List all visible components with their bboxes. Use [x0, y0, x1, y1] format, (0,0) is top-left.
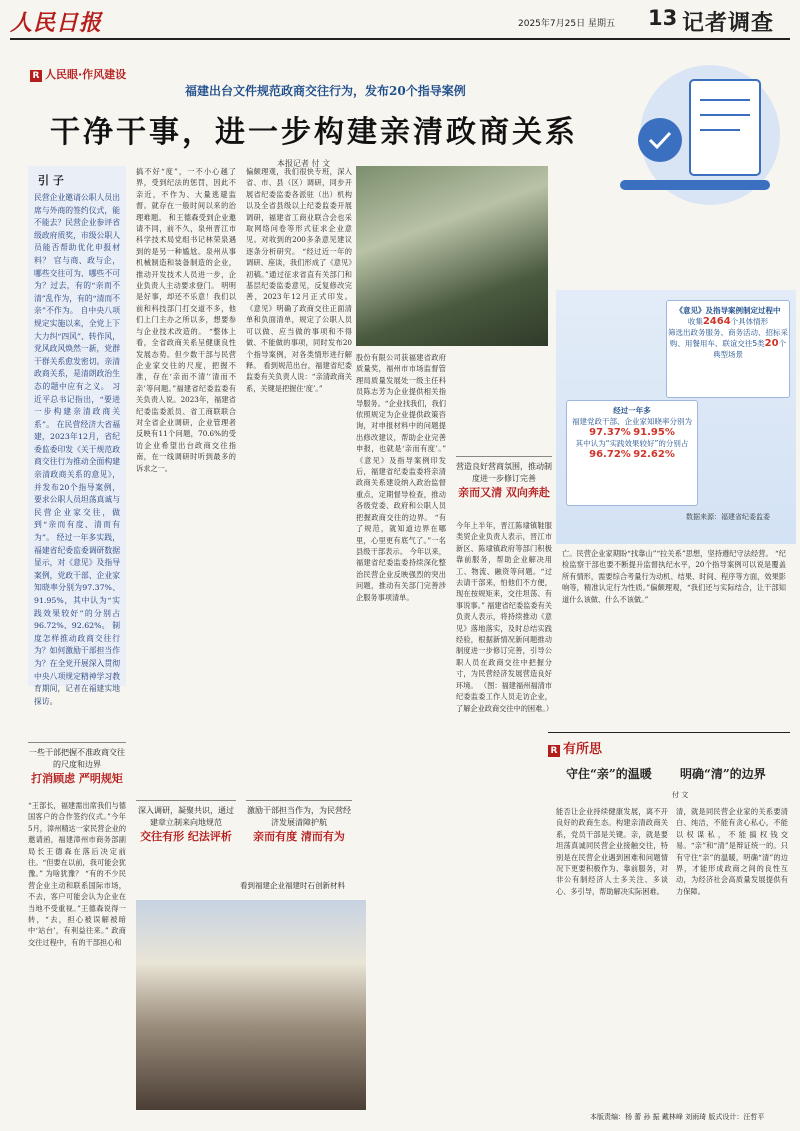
- issue-date: 2025年7月25日 星期五: [518, 19, 615, 29]
- column-tag-label: 人民眼·作风建设: [45, 68, 127, 81]
- infographic: [556, 290, 796, 544]
- editorial-rule: [548, 732, 790, 733]
- column-4-text: 偏颇理观，我们很快专班，深入省、市、县（区）调研，同步开展省纪委监委各派驻（出）机构以及全省县级以上纪委监委开展调研，福建省工商业联合会也采取网络问卷等形式征求企业意见。对收到的200多条意见建议逐条分析研究。 “经过近一年的调研、座谈，我们形成了《意见》初稿。”通过征求省直有关部门和基层纪委监委意见，反复修改完善，2023年12月正式印发。 《意见》明确了政商交往正面清单和负面清单，规定了公职人员可以做、应当做的事项和不得做、不能做的事项，同时发布20个指导案例，对各类情形进行解释。 看到规范出台，福建省纪委监委有关负责人说：“亲清政商关系，关键是把握住‘度’。”: [246, 167, 352, 393]
- sidebar-title: 引 子: [38, 174, 64, 187]
- column-3-text: 搞不好“度”，一不小心越了界，受到纪法的惩罚，因此不亲近，不作为、大量逃避监督。就存在一般时间以来的治理难题。 和王德森受到企业邀请不同，前不久，泉州晋江市科学技术局党组书记林荣泉遇到的是另一种尴尬。泉州从事机械制造和装备制造的企业，推动开发技术人员进一步，企业负责人主动要求登门。 明明是好事，却还不乐意！我们以前和科技部门打交道不多，他们上门主办之所以多，想要参与企业技术改造的。 “整体上看，全省政商关系呈健康良性发展态势。但少数干部与民营企业家交往的尺度，把握不准，存在‘亲而不清’‘清而不亲’等问题。”福建省纪委监委有关负责人说。2023年，福建省纪委监委派员、省工商联联合对全省企业调研，企业管理者反映有11个问题，70.6%的受访企业希望出台政商交往指南，在一线调研时听到最多的诉求之一。: [136, 167, 236, 473]
- illustration-graphic: [600, 50, 790, 220]
- photo-caption: 看到福建企业福建时石创新材料: [240, 881, 345, 890]
- info-line-3-nums: 97.37% 91.95%: [589, 427, 675, 438]
- editorial-title-right: 明确“清”的边界: [680, 767, 766, 781]
- editorial-text-right: 清，就是同民营企业家的关系要清白、纯洁，不能有贪心私心，不能以权谋私，不能搞权钱交易。“亲”和“清”是辩证统一的。只有守住“亲”的温暖，明确“清”的边界，才能形成政商之间的良性互动，为经济社会高质量发展提供有力保障。: [676, 807, 788, 896]
- section-title: 记者调查: [682, 11, 775, 36]
- intro-sidebar: [28, 166, 126, 706]
- column-tag: [30, 66, 126, 82]
- column-5-text: 股份有限公司获福建省政府质量奖，福州市市场监督管理局质量发展处一级主任科员陈志芳为企业提供相关指导服务。“企业找我们，我们依照规定为企业提供政策咨询，对申报材料中的问题提出修改建议，帮助企业完善申报，也就是‘亲而有度’。” 《意见》及指导案例印发后，福建省纪委监委将亲清政商关系建设纳入政治监督重点，定期督导检查，推动各级党委、政府和公职人员把握政商交往的边界。 “有了规范，就知道边界在哪里，心里更有底气了。”一名县级干部表示。 今年以来，福建省纪委监委持续深化整治民营企业反映强烈的突出问题，推动有关部门完善涉企服务事项清单。: [356, 353, 446, 602]
- masthead-rule: [10, 38, 790, 40]
- column-2-text: “王部长，福建需出席我们与德国客户的合作签约仪式。”今年5月，漳州精达一家民营企业的邀请函，福建漳州市商务部副局长王德森在落后决定前往。“但要在以前，我可能会犹豫。” 为啥犹豫？ “有的不少民营企业主动和联系国际市场，不去，客户可能会认为企业在当地不受重视。”王德森说得一转，“去，担心被误解被暗中‘站台’，有利益往来。” 政商交往过程中，有的干部担心和: [28, 801, 127, 947]
- subhead-1-top: 一些干部把握不准政商交往的尺度和边界: [29, 748, 125, 769]
- column-6-text: 今年上半年，晋江陈埭镇鞋服类贸企业负责人表示，晋江市新区、陈埭镇政府等部门积极靠前服务，帮助企业解决用工、物流、融资等问题。“过去请干部来，怕他们不方便，现在按规矩来，交往坦荡、有事说事。” 福建省纪委监委有关负责人表示，将持续推动《意见》落地落实，及时总结实践经验，根据新情况新问题推动制度进一步修订完善，引导公职人员在政商交往中把握分寸，为民营经济发展营造良好环境。 （图：福建福州福清市纪委监委工作人员走访企业，了解企业政商交往中的困难。）: [456, 521, 554, 713]
- subhead-1: [28, 742, 126, 785]
- article-byline: 本报记者 付 文: [277, 159, 331, 168]
- subhead-4: [456, 456, 552, 499]
- info-source: 数据来源：福建省纪委监委: [686, 513, 770, 521]
- editorial-tag-box: R: [548, 745, 560, 757]
- subhead-4-top: 营造良好营商氛围，推动制度进一步修订完善: [456, 462, 552, 483]
- subhead-3: [246, 800, 352, 843]
- page-number: 13: [648, 6, 678, 30]
- info-panel-1: [666, 300, 790, 398]
- info-panel-2: [566, 400, 698, 506]
- info-line-4: 其中认为“实践效果较好”的分别占: [575, 439, 689, 448]
- column-7-text: 亡。民营企业家期盼“找靠山”“拉关系”思想，坚持遵纪守法经营。 “纪检监察干部也要不断提升监督执纪水平，20个指导案例可以说是覆盖所有情形，需要综合考量行为动机、结果、时间、程序等方面，效果影响等，精准认定行为性质。”偏颇理观，“我们还与实际结合，让干部知道什么该做、什么不该做。”: [562, 549, 786, 604]
- editorial-tag: [548, 738, 602, 757]
- info-title-1: 《意见》及指导案例制定过程中: [675, 306, 781, 315]
- article-kicker: 福建出台文件规范政商交往行为，发布20个指导案例: [185, 84, 466, 98]
- info-line-1: 收集2464个具体情形: [687, 316, 769, 327]
- sidebar-text: 民营企业邀请公职人员出席与外商的签约仪式，能不能去？民营企业参评省级政府质奖，市级公职人员能否帮助优化申报材料？ 官与商、政与企，哪些交往可为、哪些不可为？过去，有的“亲而不清”乱作为，有的“清而不亲”不作为。 自中央八项规定实施以来，全党上下大力纠“四风”、转作风，党风政风焕然一新，党群干群关系愈发密切。亲清政商关系，是清朗政治生态的题中应有之义。 习近平总书记指出，“要进一步构建亲清政商关系”。 在民营经济大省福建，2023年12月，省纪委监委印发《关于规范政商交往行为推动全面构建亲清政商关系的意见》，并发布20个指导案例，要求公职人员坦荡真诚与民营企业家交往，做到“亲而有度、清而有为”。 经过一年多实践，福建省纪委监委调研数据显示，对《意见》及指导案例，党政干部、企业家知晓率分别为97.37%、91.95%，其中认为“实践效果较好”的分别占96.72%、92.62%。 制度怎样推动政商交往行为？如何激励干部担当作为？在全党开展深入贯彻中央八项规定精神学习教育期间，记者在福建实地探访。: [34, 193, 120, 706]
- page-footer: 本版责编：杨 蕾 孙 振 戴林峰 刘雨琦 版式设计：汪哲平: [590, 1113, 765, 1121]
- subhead-3-title: 亲而有度 清而有为: [253, 830, 345, 843]
- editorial-tag-label: 有所思: [563, 742, 603, 757]
- info-line-2: 筛选出政务服务、商务活动、招标采购、用餐用车、联谊交往5类20个典型场景: [668, 328, 788, 359]
- subhead-3-top: 激励干部担当作为，为民营经济发展清障护航: [247, 806, 351, 827]
- subhead-2-title: 交往有形 纪法评析: [140, 830, 232, 843]
- info-title-2: 经过一年多: [613, 406, 651, 415]
- subhead-4-title: 亲而又清 双向奔赴: [458, 486, 550, 499]
- subhead-2-top: 深入调研，凝聚共识，通过建章立制来向地规范: [138, 806, 234, 827]
- field-visit-photo: [356, 166, 548, 346]
- column-tag-box: R: [30, 70, 42, 82]
- editorial-author: 付 文: [672, 791, 689, 799]
- subhead-1-title: 打消顾虑 严明规矩: [31, 772, 123, 785]
- editorial-title-left: 守住“亲”的温暖: [566, 767, 652, 781]
- info-line-4-nums: 96.72% 92.62%: [589, 449, 675, 460]
- newspaper-logo: 人民日报: [10, 10, 103, 36]
- meeting-photo: [136, 900, 366, 1110]
- info-line-3: 福建党政干部、企业家知晓率分别为: [572, 417, 692, 426]
- subhead-2: [136, 800, 236, 843]
- article-headline: 干净干事，进一步构建亲清政商关系: [50, 115, 578, 150]
- editorial-text-left: 能否让企业持续健康发展，离不开良好的政商生态。构建亲清政商关系，党员干部是关键。亲，就是要坦荡真诚同民营企业接触交往，特别是在民营企业遇到困难和问题情况下更要积极作为、靠前服务，对非公有制经济人士多关注、多谈心、多引导，帮助解决实际困难。: [556, 807, 668, 896]
